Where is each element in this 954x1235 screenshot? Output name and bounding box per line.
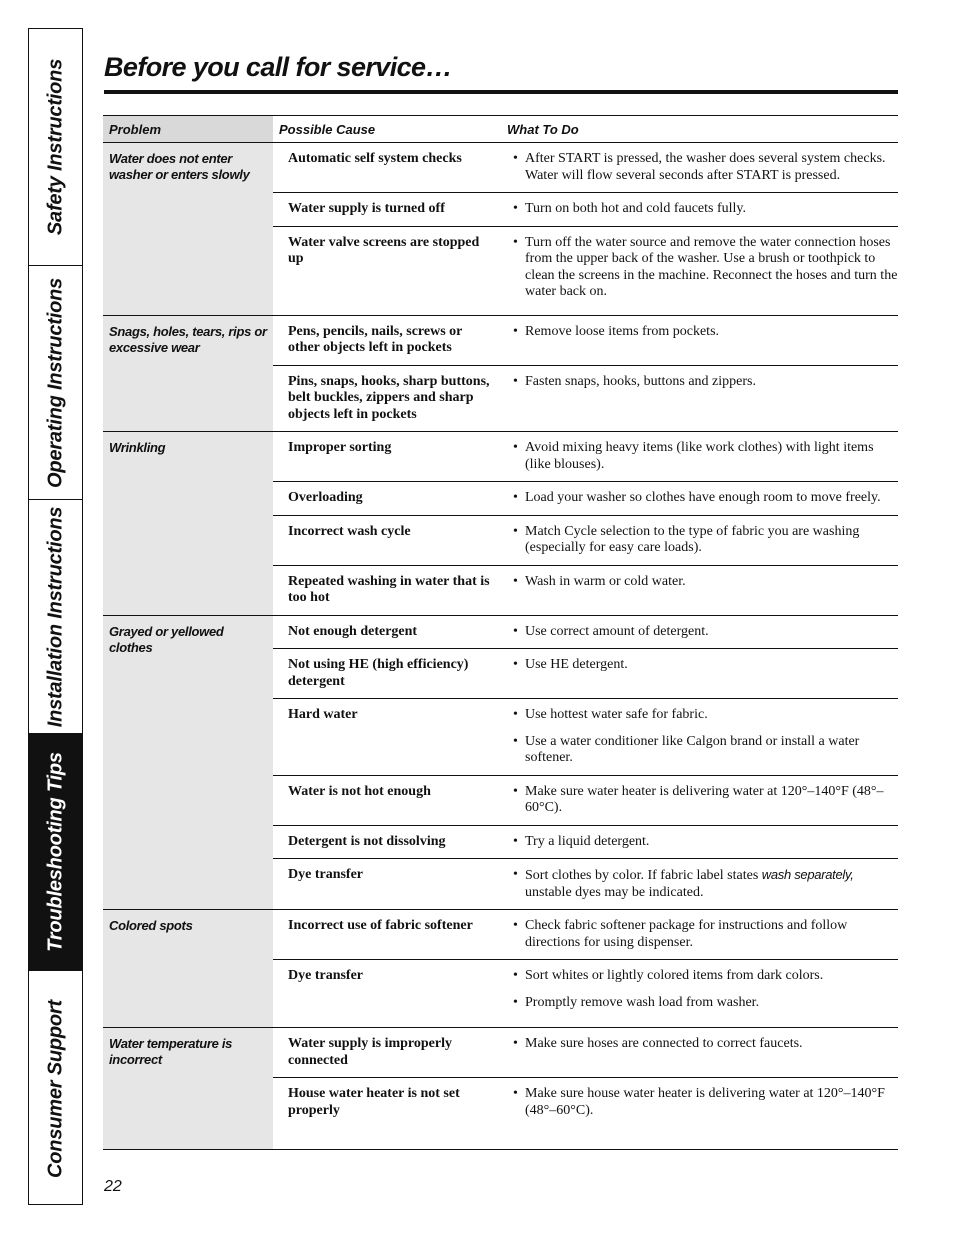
tab-safety-instructions[interactable] <box>29 29 82 266</box>
table-row-group <box>103 910 898 1028</box>
problem-cell: Grayed or yellowed clothes <box>103 616 273 910</box>
tab-label: Operating Instructions <box>44 277 66 488</box>
remedy-bullet: • Remove loose items from pockets. <box>513 324 898 341</box>
possible-cause-cell: Water is not hot enough <box>288 783 431 799</box>
table-row <box>273 699 898 776</box>
remedy-text: unstable dyes may be indicated. <box>525 884 704 900</box>
table-row <box>273 910 898 960</box>
possible-cause-cell: Automatic self system checks <box>288 151 462 166</box>
page-number: 22 <box>104 1178 122 1195</box>
remedy-bullet: • Wash in warm or cold water. <box>513 574 898 591</box>
problem-cell: Water temperature is incorrect <box>103 1028 273 1149</box>
cause-list <box>273 616 898 910</box>
remedy-bullet: • Check fabric softener package for instructions and follow directions for using dispenser. <box>513 918 898 951</box>
tab-label: Installation Instructions <box>44 506 66 727</box>
table-row <box>273 826 898 860</box>
problem-cell: Water does not enter washer or enters slowly <box>103 143 273 315</box>
possible-cause-cell: Incorrect use of fabric softener <box>288 918 473 933</box>
remedy-bullet: • Turn off the water source and remove the water connection hoses from the upper back of the washer. Use a brush or toothpick to clean the screens in the machine. Reconnect the hoses and turn the water back on. <box>513 235 898 301</box>
remedy-bullet: • Avoid mixing heavy items (like work clothes) with light items (like blouses). <box>513 440 898 473</box>
possible-cause-cell: Incorrect wash cycle <box>288 523 411 539</box>
what-to-do-cell <box>501 699 898 775</box>
what-to-do-cell <box>501 516 898 565</box>
what-to-do-cell <box>501 859 898 909</box>
troubleshooting-table <box>103 115 898 1150</box>
what-to-do-cell <box>501 432 898 481</box>
tab-label: Safety Instructions <box>44 58 66 236</box>
remedy-text: Sort clothes by color. If fabric label states <box>525 868 762 883</box>
what-to-do-cell <box>501 960 898 1019</box>
possible-cause-cell: Improper sorting <box>288 440 392 455</box>
table-row <box>273 960 898 1019</box>
problem-cell: Snags, holes, tears, rips or excessive wear <box>103 316 273 432</box>
cause-list <box>273 1028 898 1149</box>
what-to-do-cell <box>501 227 898 309</box>
problem-cell: Wrinkling <box>103 432 273 615</box>
table-row-group <box>103 316 898 433</box>
cause-list <box>273 432 898 615</box>
table-row <box>273 859 898 909</box>
table-row <box>273 1078 898 1127</box>
what-to-do-cell <box>501 1028 898 1077</box>
table-row <box>273 193 898 227</box>
tab-label: Consumer Support <box>44 999 66 1178</box>
remedy-bullet: • Make sure water heater is delivering water at 120°–140°F (48°–60°C). <box>513 784 898 817</box>
possible-cause-cell: Dye transfer <box>288 867 364 882</box>
what-to-do-cell <box>501 366 898 432</box>
what-to-do-cell <box>501 826 898 859</box>
remedy-bullet: • Sort whites or lightly colored items from dark colors. <box>513 968 898 985</box>
cause-list <box>273 143 898 315</box>
possible-cause-cell: Repeated washing in water that is too hot <box>288 573 490 605</box>
table-row <box>273 143 898 193</box>
remedy-bullet <box>513 867 898 901</box>
what-to-do-cell <box>501 649 898 698</box>
remedy-bullet: • Use a water conditioner like Calgon brand or install a water softener. <box>513 734 898 767</box>
remedy-bullet: • Load your washer so clothes have enough room to move freely. <box>513 490 898 507</box>
cause-list <box>273 910 898 1027</box>
tab-consumer-support[interactable] <box>29 971 82 1206</box>
remedy-bullet: • Match Cycle selection to the type of fabric you are washing (especially for easy care loads). <box>513 524 898 557</box>
what-to-do-cell <box>501 616 898 649</box>
remedy-bullet: • Use hottest water safe for fabric. <box>513 707 898 724</box>
header-possible-cause: Possible Cause <box>279 122 376 137</box>
title-rule <box>104 90 898 94</box>
possible-cause-cell: House water heater is not set properly <box>288 1086 460 1118</box>
table-row-group <box>103 143 898 316</box>
cause-list <box>273 316 898 432</box>
what-to-do-cell <box>501 143 898 192</box>
what-to-do-cell <box>501 316 898 365</box>
table-row <box>273 566 898 615</box>
remedy-bullet: • Turn on both hot and cold faucets fully. <box>513 201 898 218</box>
table-row <box>273 482 898 516</box>
remedy-bullet: • Use correct amount of detergent. <box>513 624 898 641</box>
table-row <box>273 366 898 432</box>
tab-troubleshooting-tips[interactable] <box>29 734 82 971</box>
remedy-bullet: • After START is pressed, the washer does several system checks. Water will flow several seconds after START is pressed. <box>513 151 898 184</box>
what-to-do-cell <box>501 910 898 959</box>
table-row <box>273 776 898 826</box>
possible-cause-cell: Water valve screens are stopped up <box>288 234 480 266</box>
possible-cause-cell: Not using HE (high efficiency) detergent <box>288 657 469 689</box>
table-row-group <box>103 432 898 616</box>
tab-operating-instructions[interactable] <box>29 266 82 500</box>
table-row-group <box>103 616 898 911</box>
table-row <box>273 316 898 366</box>
remedy-bullet: • Make sure hoses are connected to correct faucets. <box>513 1036 898 1053</box>
tab-label: Troubleshooting Tips <box>44 752 66 952</box>
possible-cause-cell: Water supply is improperly connected <box>288 1036 453 1068</box>
header-problem: Problem <box>103 116 273 142</box>
remedy-bullet: • Fasten snaps, hooks, buttons and zippers. <box>513 374 898 391</box>
possible-cause-cell: Water supply is turned off <box>288 201 445 216</box>
possible-cause-cell: Detergent is not dissolving <box>288 833 446 849</box>
page-title: Before you call for service… <box>104 52 452 82</box>
what-to-do-cell <box>501 776 898 825</box>
tab-installation-instructions[interactable] <box>29 500 82 734</box>
table-header-row <box>103 115 898 143</box>
table-row <box>273 227 898 309</box>
what-to-do-cell <box>501 193 898 226</box>
table-row <box>273 1028 898 1078</box>
possible-cause-cell: Pens, pencils, nails, screws or other objects left in pockets <box>288 323 463 355</box>
possible-cause-cell: Hard water <box>288 707 358 722</box>
possible-cause-cell: Pins, snaps, hooks, sharp buttons, belt buckles, zippers and sharp objects left in pockets <box>288 373 490 422</box>
what-to-do-cell <box>501 482 898 515</box>
remedy-bullet: • Promptly remove wash load from washer. <box>513 995 898 1012</box>
remedy-emphasis: wash separately, <box>761 867 854 882</box>
side-tab-bar <box>28 28 83 1205</box>
table-body <box>103 143 898 1150</box>
remedy-bullet: • Use HE detergent. <box>513 657 898 674</box>
table-row <box>273 649 898 699</box>
table-row <box>273 432 898 482</box>
what-to-do-cell <box>501 566 898 615</box>
what-to-do-cell <box>501 1078 898 1127</box>
possible-cause-cell: Not enough detergent <box>288 623 418 639</box>
problem-cell: Colored spots <box>103 910 273 1027</box>
table-row <box>273 516 898 566</box>
table-row <box>273 616 898 650</box>
possible-cause-cell: Overloading <box>288 490 363 505</box>
header-what-to-do: What To Do <box>507 122 579 137</box>
table-row-group <box>103 1028 898 1150</box>
possible-cause-cell: Dye transfer <box>288 968 364 983</box>
remedy-bullet: • Make sure house water heater is delivering water at 120°–140°F (48°–60°C). <box>513 1086 898 1119</box>
remedy-bullet: • Try a liquid detergent. <box>513 834 898 851</box>
